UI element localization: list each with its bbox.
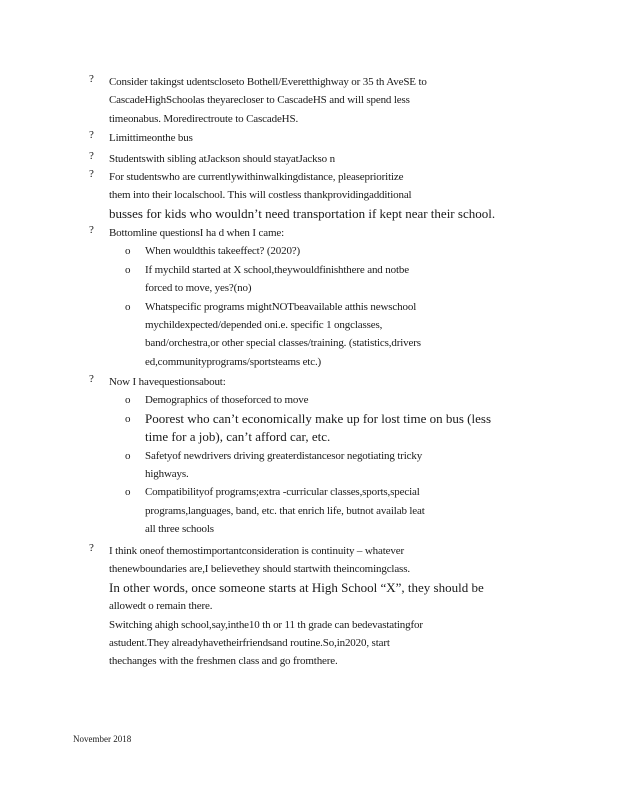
text-line: If mychild started at X school,theywouldfinishthere and notbe xyxy=(145,263,409,276)
bullet-marker: ? xyxy=(89,73,94,85)
bullet-item xyxy=(89,224,539,371)
sub-item xyxy=(125,261,539,298)
text-line: Compatibilityof programs;extra -curricular classes,sports,special xyxy=(145,486,420,499)
text-line: Demographics of thoseforced to move xyxy=(145,394,309,407)
bullet-marker: ? xyxy=(89,150,94,162)
text-line: Limittimeonthe bus xyxy=(109,132,193,144)
text-line: Poorest who can’t economically make up for lost time on bus (less xyxy=(145,410,491,426)
sub-item xyxy=(125,447,539,484)
bullet-marker: ? xyxy=(89,129,94,141)
sub-item xyxy=(125,391,539,409)
text-line: highways. xyxy=(145,468,189,481)
text-line: Consider takingst udentscloseto Bothell/Everetthighway or 35 th AveSE to xyxy=(109,76,427,88)
text-line: Safetyof newdrivers driving greaterdistancesor negotiating tricky xyxy=(145,449,423,462)
bullet-item xyxy=(89,373,539,539)
text-line: I think oneof themostimportantconsideration is continuity – whatever xyxy=(109,545,404,557)
text-line: time for a job), can’t afford car, etc. xyxy=(145,429,331,445)
sub-item xyxy=(125,242,539,260)
text-line: Now I havequestionsabout: xyxy=(109,376,226,388)
text-line: Bottomline questionsI ha d when I came: xyxy=(109,227,285,239)
sub-item xyxy=(125,410,539,447)
text-line: busses for kids who wouldn’t need transportation if kept near their school. xyxy=(109,205,496,221)
text-line: thechanges with the freshmen class and go fromthere. xyxy=(109,655,338,668)
bullet-marker: ? xyxy=(89,542,94,554)
sub-item xyxy=(125,483,539,538)
text-line: timeonabus. Moredirectroute to CascadeHS. xyxy=(109,112,299,125)
text-line: astudent.They alreadyhavetheirfriendsand routine.So,in2020, start xyxy=(109,637,390,650)
sub-marker: o xyxy=(125,263,131,276)
bullet-marker: ? xyxy=(89,224,94,236)
text-line: In other words, once someone starts at High School “X”, they should be xyxy=(109,579,484,595)
text-line: Switching ahigh school,say,inthe10 th or 11 th grade can bedevastatingfor xyxy=(109,618,423,631)
sub-marker: o xyxy=(125,245,131,258)
text-line: mychildexpected/depended oni.e. specific 1 ongclasses, xyxy=(145,319,383,332)
sub-marker: o xyxy=(125,486,131,499)
sub-marker: o xyxy=(125,449,131,462)
text-line: programs,languages, band, etc. that enrich life, butnot availab leat xyxy=(145,504,425,517)
text-line: ed,communityprograms/sportsteams etc.) xyxy=(145,355,322,368)
text-line: allowedt o remain there. xyxy=(109,600,213,613)
sub-list xyxy=(125,391,539,538)
footer-date: November 2018 xyxy=(73,734,132,744)
sub-marker: o xyxy=(125,394,131,407)
sub-marker: o xyxy=(125,412,131,425)
text-line: thenewboundaries are,I believethey should startwith theincomingclass. xyxy=(109,563,410,576)
text-line: Studentswith sibling atJackson should stayatJackso n xyxy=(109,153,335,165)
bullet-item xyxy=(89,73,539,128)
bullet-marker: ? xyxy=(89,168,94,180)
text-line: CascadeHighSchoolas theyarecloser to CascadeHS and will spend less xyxy=(109,94,410,107)
bullet-item xyxy=(89,129,539,147)
bullet-item xyxy=(89,542,539,671)
text-line: forced to move, yes?(no) xyxy=(145,282,252,295)
sub-list xyxy=(125,242,539,371)
text-line: all three schools xyxy=(145,523,214,536)
sub-marker: o xyxy=(125,300,131,313)
text-line: band/orchestra,or other special classes/training. (statistics,drivers xyxy=(145,337,421,350)
sub-item xyxy=(125,298,539,372)
text-line: For studentswho are currentlywithinwalkingdistance, pleaseprioritize xyxy=(109,171,404,183)
text-line: Whatspecific programs mightNOTbeavailable atthis newschool xyxy=(145,300,417,313)
bullet-item xyxy=(89,150,539,168)
text-line: them into their localschool. This will costless thankprovidingadditional xyxy=(109,189,412,202)
text-line: When wouldthis takeeffect? (2020?) xyxy=(145,245,301,258)
bullet-marker: ? xyxy=(89,373,94,385)
bullet-item xyxy=(89,168,539,223)
